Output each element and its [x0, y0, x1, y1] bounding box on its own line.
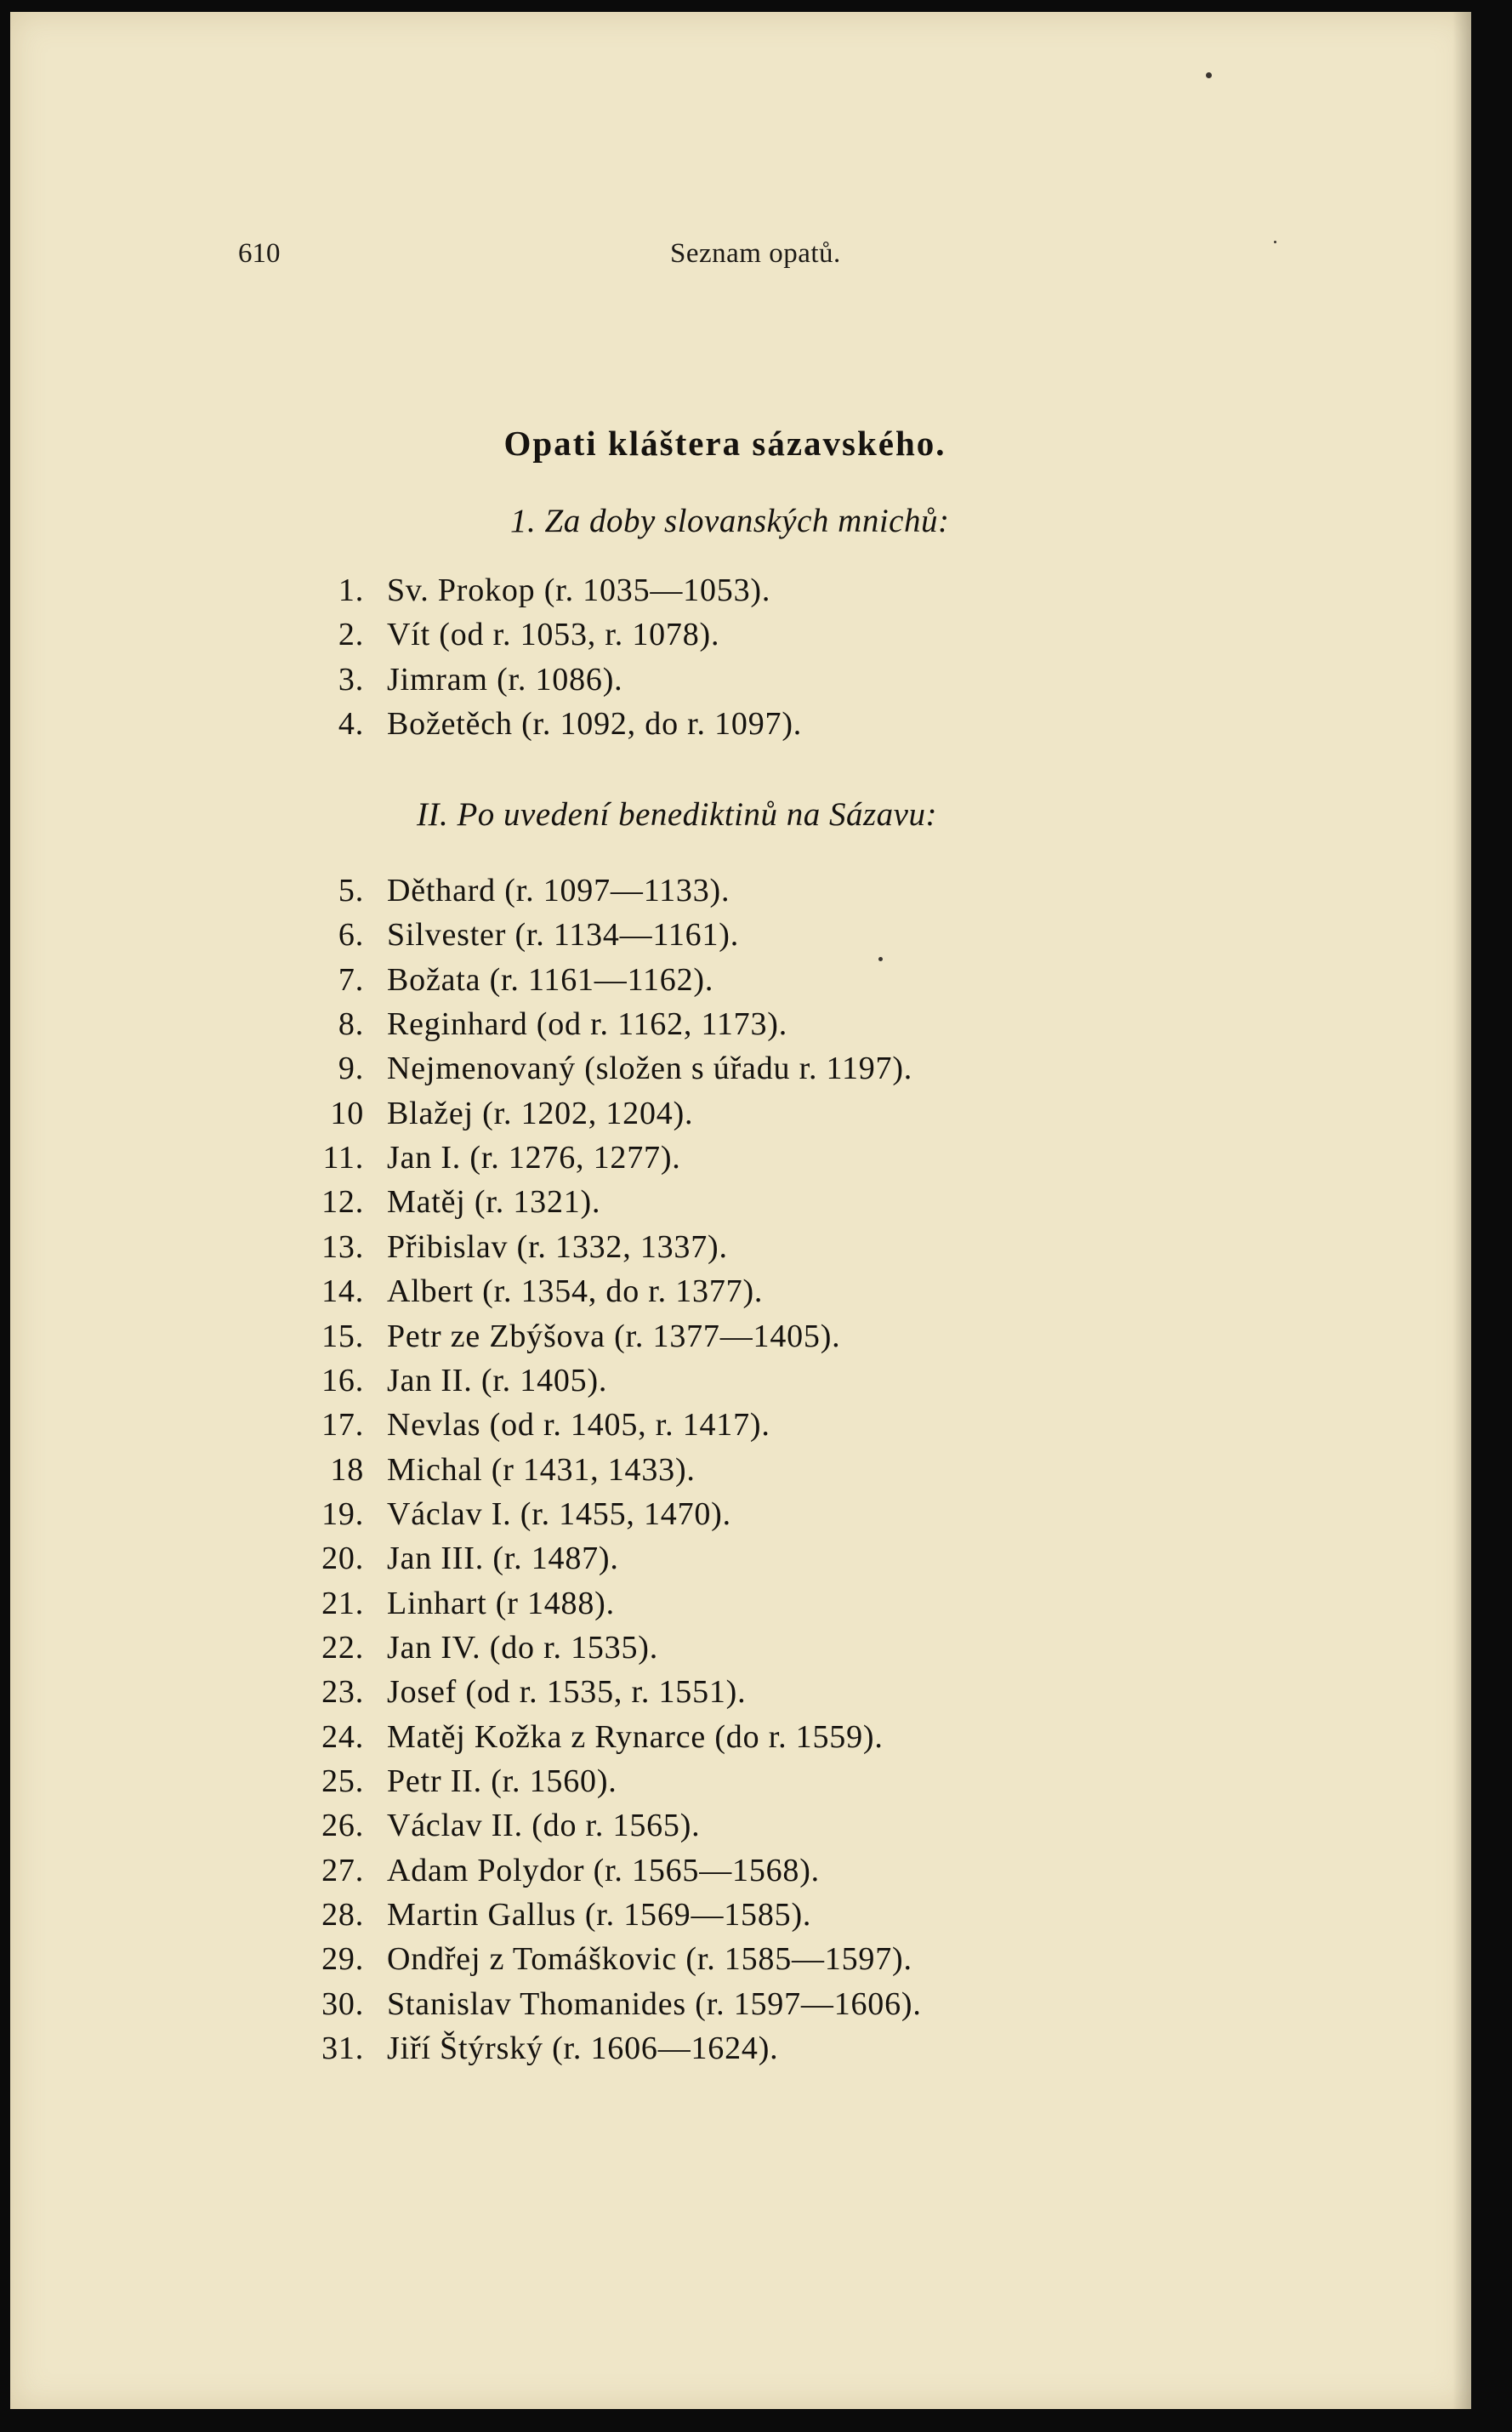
entry-text: Martin Gallus (r. 1569—1585). [387, 1897, 812, 1934]
entry-number: 17. [321, 1407, 364, 1444]
entry-text: Václav I. (r. 1455, 1470). [387, 1495, 731, 1532]
entry-number: 14. [321, 1273, 364, 1310]
entry-number: 9. [338, 1051, 364, 1087]
entry-text: Albert (r. 1354, do r. 1377). [387, 1273, 764, 1310]
entry-number: 28. [321, 1897, 364, 1934]
entry-number: 8. [338, 1006, 364, 1043]
entry-number: 3. [338, 661, 364, 698]
entry-number: 25. [321, 1763, 364, 1799]
entry-text: Petr II. (r. 1560). [387, 1763, 617, 1799]
entry-number: 1. [338, 572, 364, 608]
entry-text: Jiří Štýrský (r. 1606—1624). [387, 2030, 779, 2067]
entry-text: Sv. Prokop (r. 1035—1053). [387, 572, 771, 608]
entry-text: Václav II. (do r. 1565). [387, 1808, 701, 1844]
paper-speck [878, 957, 883, 961]
entry-number: 23. [321, 1674, 364, 1711]
section-heading-slavonic: 1. Za doby slovanských mnichů: [510, 503, 950, 539]
entry-text: Blažej (r. 1202, 1204). [387, 1095, 694, 1131]
entry-text: Josef (od r. 1535, r. 1551). [387, 1674, 747, 1711]
entry-text: Petr ze Zbýšova (r. 1377—1405). [387, 1318, 841, 1354]
paper-speck [1206, 72, 1212, 78]
entry-number: 27. [321, 1852, 364, 1888]
entry-number: 5. [338, 873, 364, 908]
entry-number: 2. [338, 617, 364, 653]
entry-text: Jan II. (r. 1405). [387, 1362, 608, 1398]
entry-text: Přibislav (r. 1332, 1337). [387, 1228, 728, 1265]
entry-number: 22. [321, 1629, 364, 1666]
entry-number: 29. [321, 1941, 364, 1978]
entry-number: 21. [321, 1585, 364, 1621]
entry-text: Božetěch (r. 1092, do r. 1097). [387, 706, 803, 743]
entry-text: Jan I. (r. 1276, 1277). [387, 1140, 681, 1176]
entry-text: Stanislav Thomanides (r. 1597—1606). [387, 1985, 922, 2022]
entry-number: 31. [321, 2030, 364, 2067]
entry-text: Jimram (r. 1086). [387, 661, 623, 698]
section-heading-benedictine: II. Po uvedení benediktinů na Sázavu: [417, 796, 937, 833]
entry-text: Reginhard (od r. 1162, 1173). [387, 1006, 788, 1043]
entry-number: 18 [330, 1451, 364, 1488]
paper-speck [1274, 241, 1276, 243]
entry-number: 24. [321, 1718, 364, 1755]
entry-number: 30. [321, 1985, 364, 2022]
entry-text: Děthard (r. 1097—1133). [387, 873, 730, 908]
entry-text: Ondřej z Tomáškovic (r. 1585—1597). [387, 1941, 912, 1978]
entry-text: Jan III. (r. 1487). [387, 1541, 619, 1577]
entry-number: 10 [330, 1095, 364, 1131]
entry-text: Michal (r 1431, 1433). [387, 1451, 696, 1488]
entry-number: 26. [321, 1808, 364, 1844]
entry-number: 13. [321, 1228, 364, 1265]
entry-text: Matěj (r. 1321). [387, 1184, 601, 1221]
entry-text: Adam Polydor (r. 1565—1568). [387, 1852, 820, 1888]
page-number: 610 [238, 238, 281, 269]
entry-number: 4. [338, 706, 364, 743]
entry-text: Božata (r. 1161—1162). [387, 961, 714, 998]
entry-number: 11. [322, 1140, 364, 1176]
entry-text: Matěj Kožka z Rynarce (do r. 1559). [387, 1718, 884, 1755]
page-title: Opati kláštera sázavského. [503, 424, 946, 463]
entry-number: 19. [321, 1495, 364, 1532]
entry-text: Silvester (r. 1134—1161). [387, 917, 740, 954]
entry-number: 12. [321, 1184, 364, 1221]
entry-number: 6. [338, 917, 364, 954]
entry-number: 7. [338, 961, 364, 998]
entry-text: Vít (od r. 1053, r. 1078). [387, 617, 720, 653]
entry-number: 16. [321, 1362, 364, 1398]
entry-text: Nejmenovaný (složen s úřadu r. 1197). [387, 1051, 913, 1087]
entry-text: Nevlas (od r. 1405, r. 1417). [387, 1407, 770, 1444]
entry-number: 15. [321, 1318, 364, 1354]
entry-text: Jan IV. (do r. 1535). [387, 1629, 659, 1666]
entry-text: Linhart (r 1488). [387, 1585, 615, 1621]
entry-number: 20. [321, 1541, 364, 1577]
running-head: Seznam opatů. [670, 238, 841, 269]
